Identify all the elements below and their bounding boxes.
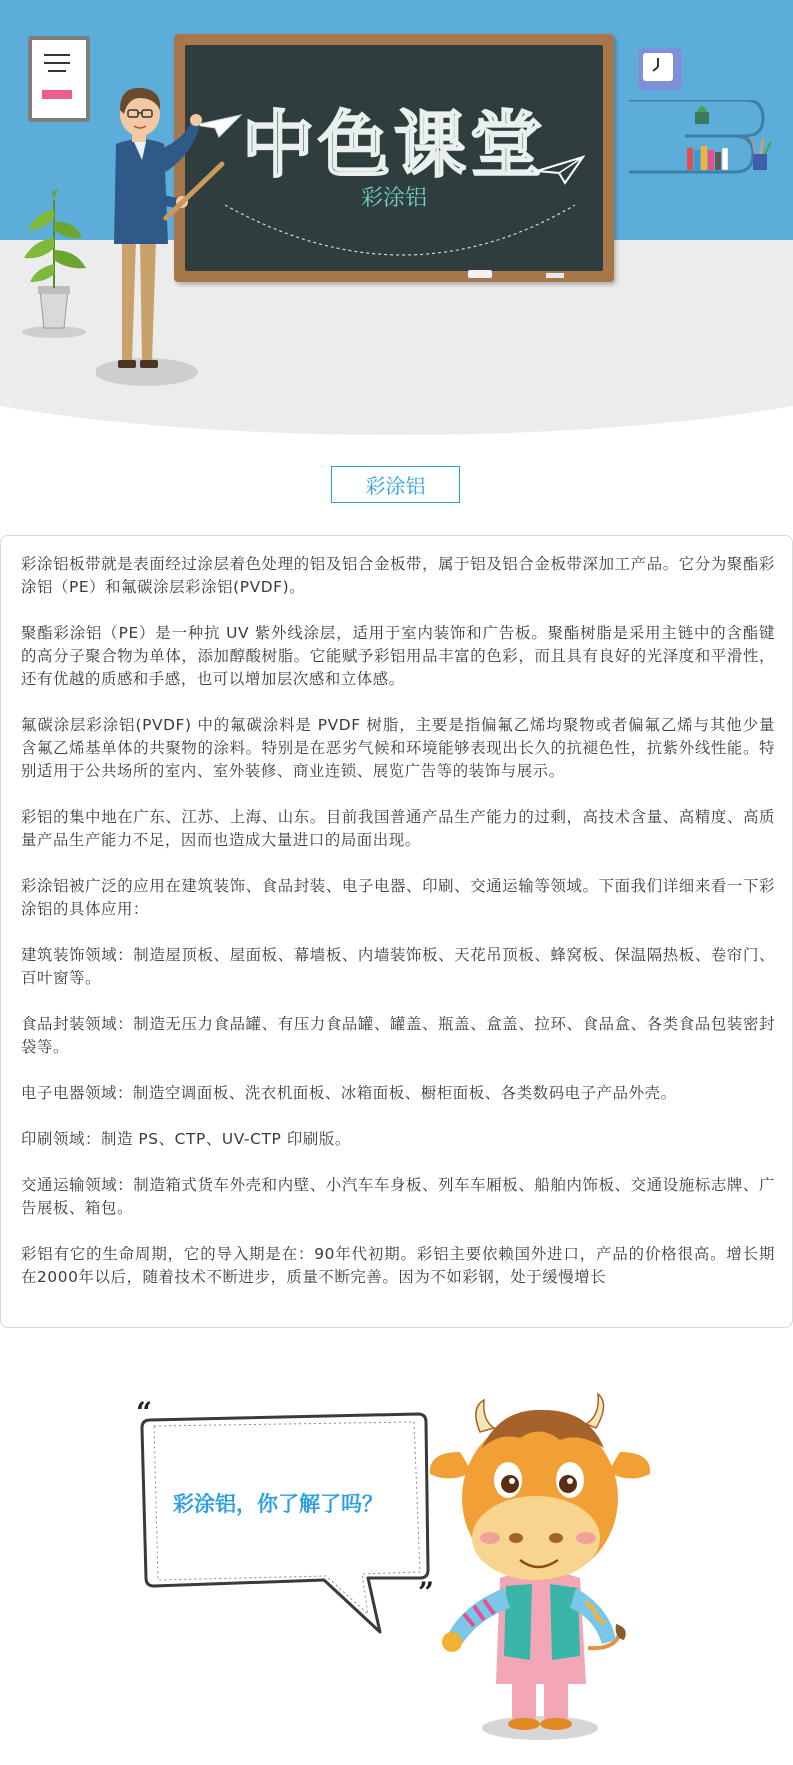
closing-section	[0, 1360, 793, 1765]
notice-board-icon	[28, 36, 90, 122]
dashed-arc-icon	[225, 195, 585, 275]
speech-bubble	[128, 1400, 448, 1650]
potted-plant-icon	[16, 190, 96, 340]
clock-icon	[638, 48, 682, 90]
bookshelf-decor-icon	[625, 100, 785, 180]
paragraph-food-packaging: 食品封装领域：制造无压力食品罐、有压力食品罐、罐盖、瓶盖、盒盖、拉环、食品盒、各类食品包装密封袋等。	[21, 1015, 775, 1056]
paragraph-transport: 交通运输领域：制造箱式货车外壳和内壁、小汽车车身板、列车车厢板、船舶内饰板、交通设施标志牌、广告展板、箱包。	[21, 1176, 775, 1217]
eraser-icon	[546, 273, 564, 278]
teacher-illustration	[96, 80, 266, 390]
paragraph-electronics: 电子电器领域：制造空调面板、洗衣机面板、冰箱面板、橱柜面板、各类数码电子产品外壳。	[21, 1084, 677, 1102]
paragraph-pe: 聚酯彩涂铝（PE）是一种抗 UV 紫外线涂层，适用于室内装饰和广告板。聚酯树脂是采用主链中的含酯键的高分子聚合物为单体，添加醇酸树脂。它能赋予彩铝用品丰富的色彩，而且具有良好的光泽度和平滑性，还有优越的质感和手感，也可以增加层次感和立体感。	[21, 624, 775, 688]
paragraph-printing: 印刷领域：制造 PS、CTP、UV-CTP 印刷版。	[21, 1130, 351, 1148]
paper-plane-right-icon	[535, 155, 585, 185]
paragraph-applications: 彩涂铝被广泛的应用在建筑装饰、食品封装、电子电器、印刷、交通运输等领域。下面我们详细来看一下彩涂铝的具体应用：	[21, 877, 775, 918]
hero-banner	[0, 0, 793, 440]
article-card	[0, 535, 793, 1328]
paragraph-intro: 彩涂铝板带就是表面经过涂层着色处理的铝及铝合金板带，属于铝及铝合金板带深加工产品。它分为聚酯彩涂铝（PE）和氟碳涂层彩涂铝(PVDF)。	[21, 555, 775, 596]
paragraph-lifecycle: 彩铝有它的生命周期，它的导入期是在：90年代初期。彩铝主要依赖国外进口，产品的价格很高。增长期在2000年以后，随着技术不断进步，质量不断完善。因为不如彩钢，处于缓慢增长	[21, 1245, 775, 1286]
cow-mascot-illustration	[420, 1388, 670, 1743]
board-subtitle: 彩涂铝	[360, 186, 427, 211]
paragraph-construction: 建筑装饰领域：制造屋顶板、屋面板、幕墙板、内墙装饰板、天花吊顶板、蜂窝板、保温隔热板、卷帘门、百叶窗等。	[21, 946, 775, 987]
speech-bubble-text: 彩涂铝，你了解了吗？	[173, 1492, 383, 1516]
paragraph-regions: 彩铝的集中地在广东、江苏、上海、山东。目前我国普通产品生产能力的过剩，高技术含量、高精度、高质量产品生产能力不足，因而也造成大量进口的局面出现。	[21, 808, 775, 849]
section-title-badge: 彩涂铝	[331, 466, 460, 503]
chalk-icon	[468, 270, 492, 278]
paragraph-pvdf: 氟碳涂层彩涂铝(PVDF) 中的氟碳涂料是 PVDF 树脂，主要是指偏氟乙烯均聚物或者偏氟乙烯与其他少量含氟乙烯基单体的共聚物的涂料。特别是在恶劣气候和环境能够表现出长久的抗褪色性，抗紫外线性能。特别适用于公共场所的室内、室外装修、商业连锁、展览广告等的装饰与展示。	[21, 716, 775, 780]
svg-text:”: ”	[418, 1576, 435, 1609]
board-title: 中色课堂	[241, 103, 546, 187]
article-body	[21, 553, 775, 1312]
svg-text:“: “	[136, 1400, 153, 1429]
